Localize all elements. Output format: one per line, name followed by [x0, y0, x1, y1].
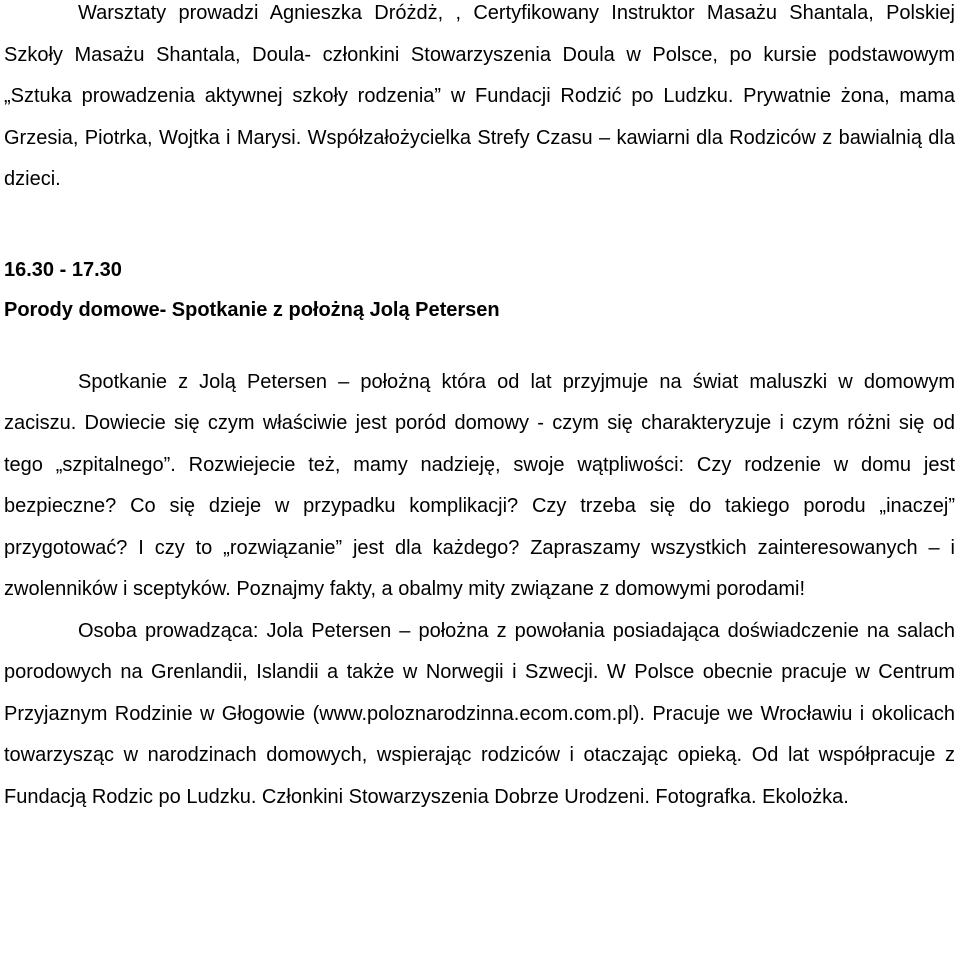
intro-paragraph: Warsztaty prowadzi Agnieszka Dróżdż, , Certyfikowany Instruktor Masażu Shantala, Polskiej Szkoły Masażu Shantala, Doula- członkini Stowarzyszenia Doula w Polsce, po kursie podstawowym „Sztuka prowadzenia aktywnej szkoły rodzenia” w Fundacji Rodzić po Ludzku. Prywatnie żona, mama Grzesia, Piotrka, Wojtka i Marysi. Współzałożycielka Strefy Czasu – kawiarni dla Rodziców z bawialnią dla dzieci. — [4, 2, 955, 190]
document-page — [4, 0, 955, 818]
session-time: 16.30 - 17.30 — [4, 258, 122, 281]
spacer — [4, 330, 955, 362]
session-description: Spotkanie z Jolą Petersen – położną która od lat przyjmuje na świat maluszki w domowym zaciszu. Dowiecie się czym właściwie jest poród domowy - czym się charakteryzuje i czym różni się od tego „szpitalnego”. Rozwiejecie też, mamy nadzieję, swoje wątpliwości: Czy rodzenie w domu jest bezpieczne? Co się dzieje w przypadku komplikacji? Czy trzeba się do takiego porodu „inaczej” przygotować? I czy to „rozwiązanie” jest dla każdego? Zapraszamy wszystkich zainteresowanych – i zwolenników i sceptyków. Poznajmy fakty, a obalmy mity związane z domowymi porodami! — [4, 370, 955, 600]
session-host-bio: Osoba prowadząca: Jola Petersen – położna z powołania posiadająca doświadczenie na salach porodowych na Grenlandii, Islandii a także w Norwegii i Szwecji. W Polsce obecnie pracuje w Centrum Przyjaznym Rodzinie w Głogowie (www.poloznarodzinna.ecom.com.pl). Pracuje we Wrocławiu i okolicach towarzysząc w narodzinach domowych, wspierając rodziców i otaczając opieką. Od lat współpracuje z Fundacją Rodzic po Ludzku. Członkini Stowarzyszenia Dobrze Urodzeni. Fotografka. Ekolożka. — [4, 619, 955, 808]
session-title: Porody domowe- Spotkanie z położną Jolą Petersen — [4, 298, 500, 321]
spacer — [4, 201, 955, 250]
